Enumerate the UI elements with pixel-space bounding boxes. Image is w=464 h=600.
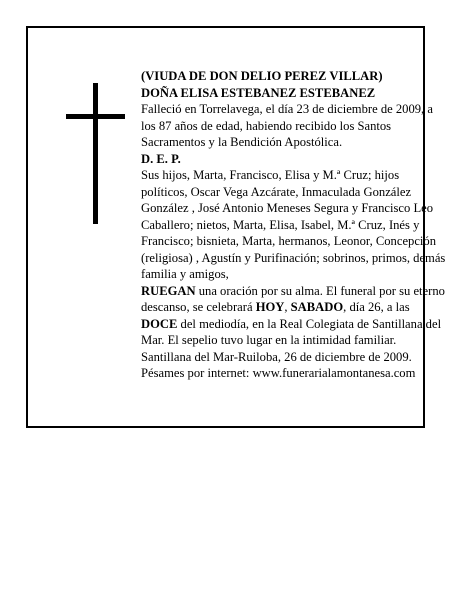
- request-text-2: , día 26, a las: [343, 300, 410, 314]
- ruegan-word: RUEGAN: [141, 283, 196, 298]
- doce-word: DOCE: [141, 316, 178, 331]
- request-text-3: del mediodía, en la Real Colegiata de Santillana del Mar. El sepelio tuvo lugar en la intimidad familiar.: [141, 316, 442, 347]
- condolences-line: Pésames por internet: www.funerarialamontanesa.com: [141, 366, 416, 380]
- dep-line: D. E. P.: [141, 151, 181, 166]
- header-line: (VIUDA DE DON DELIO PEREZ VILLAR): [141, 69, 383, 83]
- family-list: Sus hijos, Marta, Francisco, Elisa y M.ª Cruz; hijos políticos, Oscar Vega Azcárate, Inmaculada González González , José Antonio Meneses Segura y Francisco Leo Caballero; nietos, Marta, Elisa, Isabel, M.ª Cruz, Inés y Francisco; bisnieta, Marta, hermanos, Leonor, Concepción (religiosa) , Agustín y Purifinación; sobrinos, primos, demás familia y amigos,: [141, 168, 446, 281]
- notice-text: [141, 68, 446, 382]
- request-comma: ,: [284, 300, 291, 314]
- deceased-name: DOÑA ELISA ESTEBANEZ ESTEBANEZ: [141, 85, 376, 100]
- death-details: Falleció en Torrelavega, el día 23 de diciembre de 2009, a los 87 años de edad, habiendo recibido los Santos Sacramentos y la Bendición Apostólica.: [141, 102, 433, 149]
- obituary-notice: [26, 26, 446, 428]
- funeral-request: [141, 283, 446, 349]
- sabado-word: SABADO: [290, 300, 344, 314]
- request-text-1: una oración por su alma. El funeral por su eterno descanso, se celebrará: [141, 283, 445, 314]
- hoy-word: HOY: [255, 300, 285, 314]
- cross-icon-bar: [66, 114, 125, 119]
- place-date: Santillana del Mar-Ruiloba, 26 de diciembre de 2009.: [141, 349, 412, 364]
- cross-icon: [93, 83, 98, 224]
